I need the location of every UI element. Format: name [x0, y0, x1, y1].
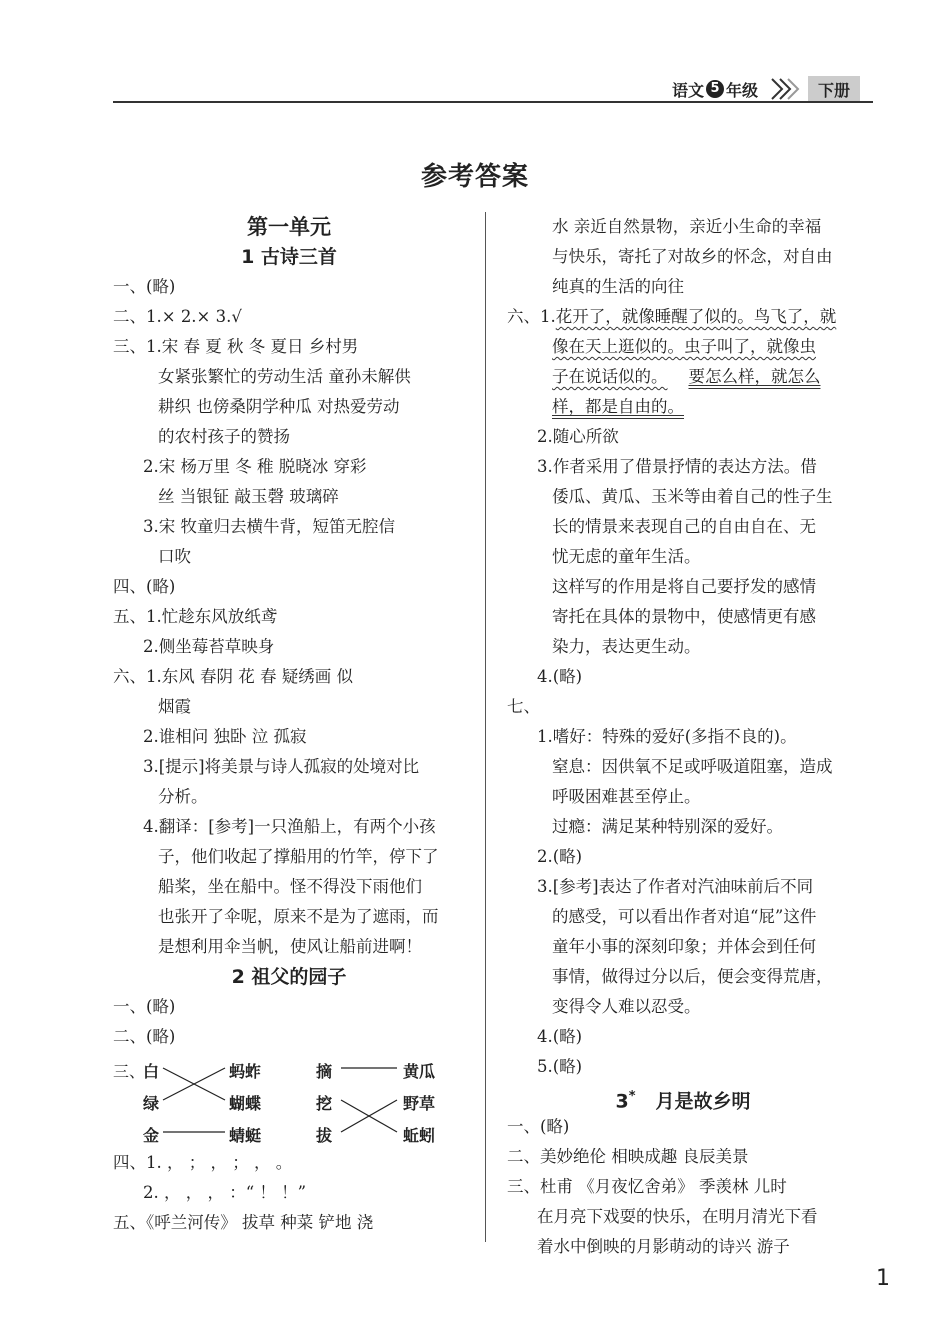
answer-line: 童年小事的深刻印象；并体会到任何	[552, 937, 816, 956]
answer-line: 2.(略)	[537, 847, 583, 866]
answer-line: 五、1.忙趁东风放纸鸢	[113, 607, 278, 626]
header-volume: 下册	[808, 76, 860, 103]
wavy-underlined-text: 子在说话似的。	[552, 367, 668, 386]
answer-line	[507, 332, 859, 362]
lesson-2-title: 2 祖父的园子	[231, 966, 347, 988]
match-word: 蝴蝶	[229, 1094, 262, 1113]
answer-line: 也张开了伞呢，原来不是为了遮雨，而	[158, 907, 439, 926]
answer-line: 2.随心所欲	[537, 427, 619, 446]
answer-line: 2.谁相问 独卧 泣 孤寂	[143, 727, 307, 746]
answer-line: 七、	[507, 697, 540, 716]
match-word: 蚂蚱	[229, 1062, 262, 1081]
answer-line: 这样写的作用是将自己要抒发的感情	[552, 577, 816, 596]
header-grade: 年级	[726, 80, 759, 100]
match-word: 挖	[316, 1094, 333, 1113]
answer-line	[507, 302, 859, 332]
answer-line: 六、1.东风 春阴 花 春 疑绣画 似	[113, 667, 353, 686]
answer-line: 3.宋 牧童归去横牛背，短笛无腔信	[143, 517, 395, 536]
question-prefix: 三、	[113, 1062, 146, 1081]
answer-line: 三、杜甫 《月夜忆舍弟》 季羡林 儿时	[507, 1177, 787, 1196]
answer-line: 二、1.× 2.× 3.√	[113, 307, 242, 326]
question-prefix: 六、1.	[507, 307, 556, 326]
answer-line: 忧无虑的童年生活。	[552, 547, 701, 566]
lesson-1-title: 1 古诗三首	[241, 246, 337, 268]
answer-line: 口吹	[158, 547, 191, 566]
answer-line	[507, 362, 859, 392]
match-word: 拔	[316, 1126, 333, 1145]
answer-line: 长的情景来表现自己的自由自在、无	[552, 517, 816, 536]
page-number: 1	[876, 1266, 890, 1291]
word-matching-exercise	[113, 1052, 465, 1148]
answer-line: 2.宋 杨万里 冬 稚 脱晓冰 穿彩	[143, 457, 367, 476]
answer-line: 三、1.宋 春 夏 秋 冬 夏日 乡村男	[113, 337, 359, 356]
answer-line: 女紧张繁忙的劳动生活 童孙未解供	[158, 367, 411, 386]
match-word: 白	[143, 1062, 160, 1081]
answer-line: 一、(略)	[113, 277, 176, 296]
wavy-underlined-text: 花开了，就像睡醒了似的。鸟飞了，就	[555, 307, 837, 326]
optional-lesson-mark: *	[628, 1089, 636, 1104]
answer-line: 与快乐，寄托了对故乡的怀念，对自由	[552, 247, 833, 266]
match-word: 摘	[316, 1062, 333, 1081]
answer-line: 3.[提示]将美景与诗人孤寂的处境对比	[143, 757, 420, 776]
answer-line: 一、(略)	[113, 997, 176, 1016]
answer-line: 二、(略)	[113, 1027, 176, 1046]
answer-line: 四、(略)	[113, 577, 176, 596]
answer-line: 窒息：因供氧不足或呼吸道阻塞，造成	[552, 757, 833, 776]
answer-line: 过瘾：满足某种特别深的爱好。	[552, 817, 783, 836]
double-underlined-text: 要怎么样，就怎么	[688, 367, 821, 386]
answer-line: 二、美妙绝伦 相映成趣 良辰美景	[507, 1147, 749, 1166]
answer-line: 倭瓜、黄瓜、玉米等由着自己的性子生	[552, 487, 833, 506]
answer-line: 4.翻译：[参考]一只渔船上，有两个小孩	[143, 817, 436, 836]
page-title: 参考答案	[420, 162, 529, 192]
answer-line: 是想利用伞当帆，使风让船前进啊！	[158, 937, 422, 956]
answer-line: 3.[参考]表达了作者对汽油味前后不同	[537, 877, 814, 896]
header-rule	[113, 101, 873, 103]
answer-line: 四、1. ， ； ， ； ， 。	[113, 1153, 293, 1172]
answer-line: 烟霞	[158, 697, 191, 716]
answer-line: 子，他们收起了撑船用的竹竿，停下了	[158, 847, 439, 866]
answer-line: 耕织 也傍桑阴学种瓜 对热爱劳动	[158, 397, 400, 416]
double-underlined-text: 样，都是自由的。	[552, 397, 684, 416]
answer-line: 1.嗜好：特殊的爱好(多指不良的)。	[537, 727, 797, 746]
match-word: 金	[143, 1126, 160, 1145]
match-word: 野草	[403, 1094, 436, 1113]
answer-line: 5.(略)	[537, 1057, 583, 1076]
answer-line: 的农村孩子的赞扬	[158, 427, 290, 446]
lesson-number: 3	[615, 1090, 629, 1113]
answer-line: 2. ， ， ， ：“ ！ ！”	[143, 1183, 307, 1202]
answer-line: 2.侧坐莓苔草映身	[143, 637, 275, 656]
match-word: 黄瓜	[403, 1062, 436, 1081]
answer-line: 分析。	[158, 787, 208, 806]
answer-line	[507, 392, 859, 422]
unit-heading: 第一单元	[247, 215, 331, 239]
answer-line: 着水中倒映的月影萌动的诗兴 游子	[537, 1237, 790, 1256]
answer-line: 4.(略)	[537, 667, 583, 686]
answer-line: 一、(略)	[507, 1117, 570, 1136]
double-chevron-icon	[768, 76, 802, 102]
answer-line: 五、《呼兰河传》 拔草 种菜 铲地 浇	[113, 1213, 374, 1232]
wavy-underlined-text: 像在天上逛似的。虫子叫了，就像虫	[552, 337, 816, 356]
answer-line: 的感受，可以看出作者对追“屁”这件	[552, 907, 817, 926]
header-subject: 语文	[672, 80, 705, 100]
column-divider	[485, 212, 486, 1242]
answer-line: 事情，做得过分以后，便会变得荒唐，	[552, 967, 833, 986]
answer-line: 在月亮下戏耍的快乐，在明月清光下看	[537, 1207, 818, 1226]
answer-line: 丝 当银钲 敲玉磬 玻璃碎	[158, 487, 339, 506]
page-header	[672, 76, 860, 102]
right-column	[507, 212, 859, 1262]
answer-line: 4.(略)	[537, 1027, 583, 1046]
lesson-3-title	[507, 1082, 859, 1112]
answer-line: 水 亲近自然景物，亲近小生命的幸福	[552, 217, 822, 236]
match-word: 绿	[143, 1094, 160, 1113]
answer-line: 船桨，坐在船中。怪不得没下雨他们	[158, 877, 422, 896]
answer-line: 3.作者采用了借景抒情的表达方法。借	[537, 457, 817, 476]
answer-line: 染力，表达更生动。	[552, 637, 701, 656]
lesson-title-text: 月是故乡明	[655, 1090, 751, 1113]
answer-line: 呼吸困难甚至停止。	[552, 787, 701, 806]
match-word: 蜻蜓	[229, 1126, 262, 1145]
answer-line: 纯真的生活的向往	[552, 277, 684, 296]
answer-line: 变得令人难以忍受。	[552, 997, 701, 1016]
grade-number-badge: 5	[706, 80, 724, 98]
left-column	[113, 212, 465, 1238]
answer-line: 寄托在具体的景物中，使感情更有感	[552, 607, 816, 626]
match-word: 蚯蚓	[403, 1126, 436, 1145]
